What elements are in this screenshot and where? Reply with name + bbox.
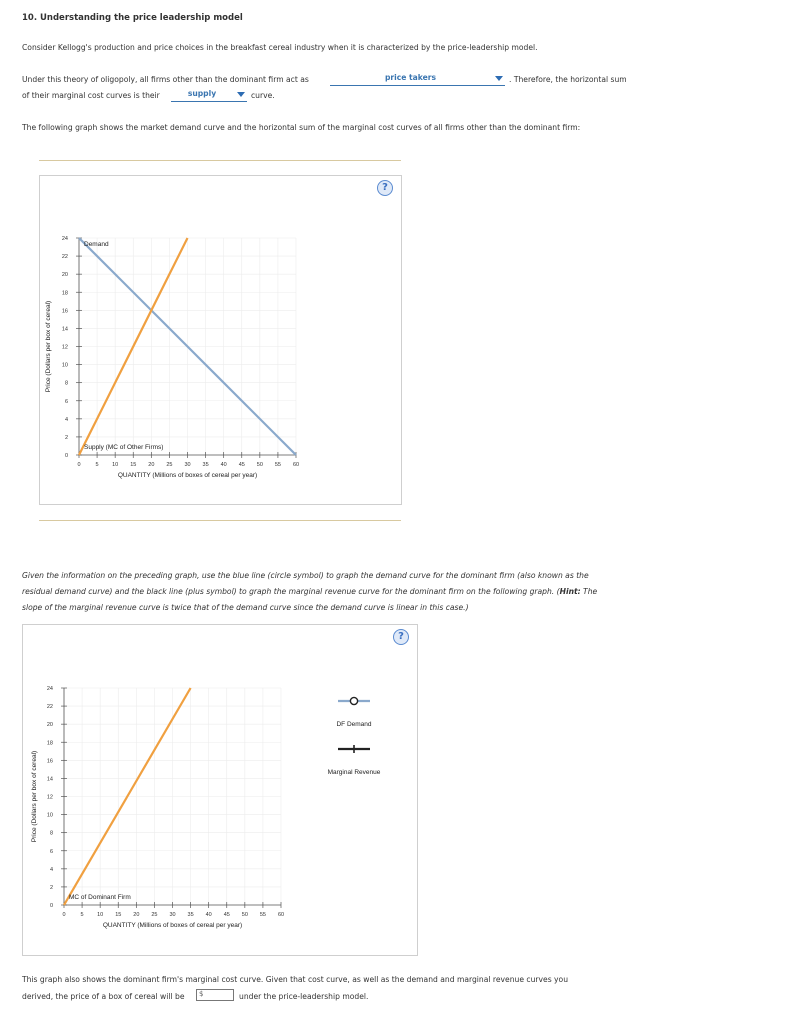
y-tick-label: 22 bbox=[46, 704, 53, 711]
x-tick-label: 40 bbox=[220, 462, 227, 468]
chevron-down-icon bbox=[495, 76, 503, 81]
x-tick-label: 60 bbox=[277, 912, 285, 918]
x-tick-label: 15 bbox=[130, 462, 137, 468]
x-tick-label: 20 bbox=[133, 912, 140, 918]
x-tick-label: 25 bbox=[151, 912, 158, 918]
legend-label: Marginal Revenue bbox=[327, 769, 381, 776]
supply-mc-of-other-firms-label: Supply (MC of Other Firms) bbox=[84, 444, 164, 451]
graph2-panel[interactable] bbox=[22, 624, 418, 956]
x-tick-label: 40 bbox=[205, 912, 212, 918]
hint-label: Hint: bbox=[559, 587, 581, 596]
x-tick-label: 35 bbox=[187, 912, 194, 918]
y-tick-label: 10 bbox=[46, 812, 53, 819]
instruction-line3: slope of the marginal revenue curve is twice that of the demand curve since the demand curve is linear in this case.) bbox=[22, 603, 469, 612]
y-tick-label: 0 bbox=[49, 903, 53, 909]
y-tick-label: 18 bbox=[46, 740, 53, 747]
x-tick-label: 0 bbox=[62, 912, 66, 918]
y-tick-label: 10 bbox=[61, 362, 68, 369]
x-tick-label: 60 bbox=[292, 462, 300, 468]
x-tick-label: 10 bbox=[97, 912, 104, 918]
x-tick-label: 55 bbox=[259, 912, 266, 918]
instruction-line2-a: residual demand curve) and the black line (plus symbol) to graph the marginal revenue curve for the dominant firm on the following graph. ( bbox=[22, 587, 560, 596]
instruction-line1: Given the information on the preceding graph, use the blue line (circle symbol) to graph the demand curve for the dominant firm (also known as the bbox=[22, 571, 589, 580]
demand-label: Demand bbox=[84, 241, 109, 248]
x-tick-label: 45 bbox=[238, 462, 245, 468]
y-tick-label: 24 bbox=[46, 686, 53, 692]
x-tick-label: 55 bbox=[274, 462, 281, 468]
line1-suffix: . Therefore, the horizontal sum bbox=[509, 75, 627, 84]
price-answer-input[interactable]: $ bbox=[196, 989, 234, 1001]
final-prefix: derived, the price of a box of cereal will be bbox=[22, 992, 185, 1001]
help-icon[interactable]: ? bbox=[377, 180, 393, 196]
y-tick-label: 18 bbox=[61, 290, 68, 297]
y-axis-title: Price (Dollars per box of cereal) bbox=[45, 300, 52, 393]
intro-text: Consider Kellogg's production and price choices in the breakfast cereal industry when it is characterized by the price-leadership model. bbox=[22, 43, 538, 52]
help-icon[interactable]: ? bbox=[393, 629, 409, 645]
x-tick-label: 35 bbox=[202, 462, 209, 468]
final-line1: This graph also shows the dominant firm's marginal cost curve. Given that cost curve, as well as the demand and marginal revenue curves you bbox=[22, 975, 569, 984]
y-tick-label: 4 bbox=[49, 866, 53, 873]
y-tick-label: 20 bbox=[61, 272, 68, 279]
dropdown-firm-behavior-value: price takers bbox=[384, 73, 437, 82]
y-tick-label: 4 bbox=[64, 416, 68, 423]
y-tick-label: 6 bbox=[49, 848, 53, 855]
graph1-intro: The following graph shows the market demand curve and the horizontal sum of the marginal cost curves of all firms other than the dominant firm: bbox=[22, 123, 581, 132]
y-tick-label: 2 bbox=[49, 884, 53, 891]
x-tick-label: 15 bbox=[115, 912, 122, 918]
y-tick-label: 16 bbox=[61, 308, 68, 315]
y-tick-label: 8 bbox=[64, 380, 68, 387]
mc-of-dominant-firm-label: MC of Dominant Firm bbox=[69, 894, 131, 901]
instruction-line2-b: The bbox=[580, 587, 598, 596]
dropdown-firm-behavior[interactable] bbox=[330, 73, 505, 86]
y-tick-label: 22 bbox=[61, 254, 68, 261]
line2-prefix: of their marginal cost curves is their bbox=[22, 91, 160, 100]
circle-icon bbox=[350, 697, 357, 704]
x-tick-label: 50 bbox=[241, 912, 248, 918]
graph2-chart[interactable] bbox=[23, 625, 417, 955]
x-tick-label: 50 bbox=[256, 462, 263, 468]
y-tick-label: 16 bbox=[46, 758, 53, 765]
question-title: 10. Understanding the price leadership model bbox=[22, 13, 243, 23]
x-tick-label: 30 bbox=[169, 912, 176, 918]
x-tick-label: 5 bbox=[80, 912, 84, 918]
y-axis-title: Price (Dollars per box of cereal) bbox=[31, 750, 38, 843]
line1-prefix: Under this theory of oligopoly, all firms other than the dominant firm act as bbox=[22, 75, 309, 84]
legend-label: DF Demand bbox=[336, 721, 372, 728]
y-tick-label: 8 bbox=[49, 830, 53, 837]
dropdown-curve-type[interactable] bbox=[171, 89, 247, 102]
y-tick-label: 14 bbox=[61, 326, 68, 333]
y-tick-label: 2 bbox=[64, 434, 68, 441]
x-axis-title: QUANTITY (Millions of boxes of cereal per year) bbox=[102, 922, 243, 929]
line2-suffix: curve. bbox=[251, 91, 275, 100]
x-tick-label: 45 bbox=[223, 912, 230, 918]
y-tick-label: 6 bbox=[64, 398, 68, 405]
graph1-panel bbox=[39, 175, 402, 505]
y-tick-label: 0 bbox=[64, 453, 68, 459]
divider bbox=[39, 520, 401, 521]
y-tick-label: 12 bbox=[46, 794, 53, 801]
divider bbox=[39, 160, 401, 161]
x-tick-label: 20 bbox=[148, 462, 155, 468]
y-tick-label: 24 bbox=[61, 236, 68, 242]
x-tick-label: 10 bbox=[112, 462, 119, 468]
x-tick-label: 30 bbox=[184, 462, 191, 468]
x-tick-label: 25 bbox=[166, 462, 173, 468]
chevron-down-icon bbox=[237, 92, 245, 97]
x-tick-label: 5 bbox=[95, 462, 99, 468]
y-tick-label: 14 bbox=[46, 776, 53, 783]
y-tick-label: 20 bbox=[46, 722, 53, 729]
dropdown-curve-type-value: supply bbox=[187, 89, 217, 98]
x-tick-label: 0 bbox=[77, 462, 81, 468]
instruction-line2 bbox=[22, 587, 597, 596]
final-suffix: under the price-leadership model. bbox=[239, 992, 369, 1001]
graph1-chart bbox=[40, 176, 401, 504]
x-axis-title: QUANTITY (Millions of boxes of cereal per year) bbox=[117, 472, 258, 479]
y-tick-label: 12 bbox=[61, 344, 68, 351]
